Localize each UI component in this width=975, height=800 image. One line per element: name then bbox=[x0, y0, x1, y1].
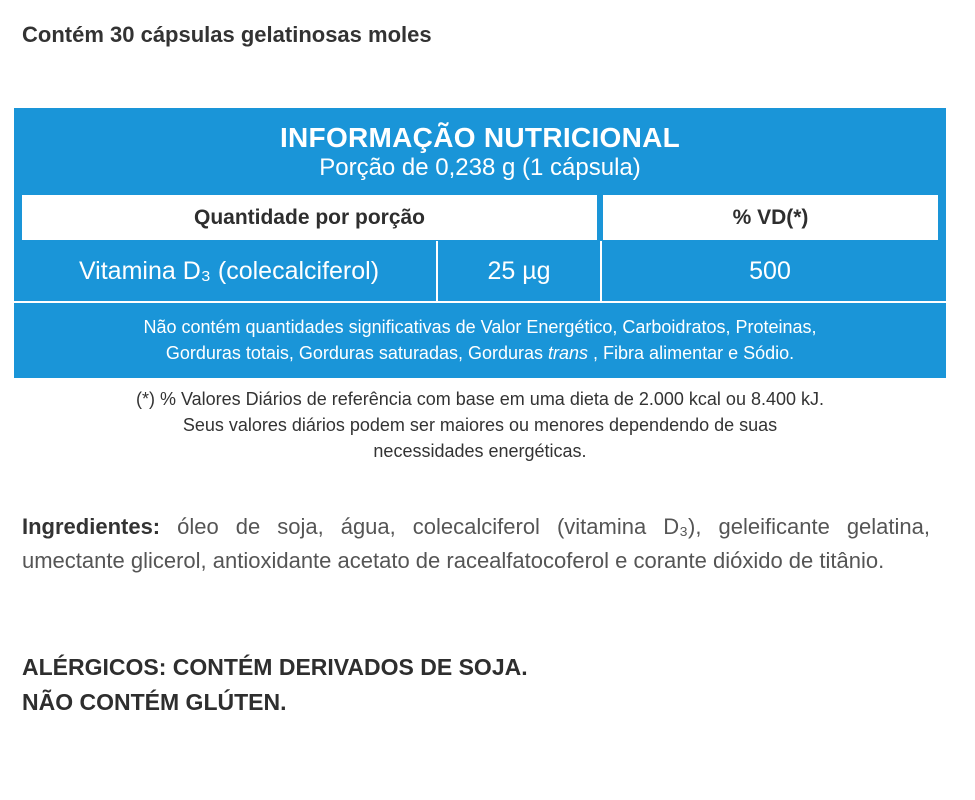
footnote-line-1: (*) % Valores Diários de referência com base em uma dieta de 2.000 kcal ou 8.400 kJ. bbox=[135, 389, 825, 409]
note-trans-word: trans bbox=[548, 343, 589, 363]
note-line-2-start: Gorduras totais, Gorduras saturadas, Gorduras bbox=[165, 343, 549, 363]
allergen-line-1: ALÉRGICOS: CONTÉM DERIVADOS DE SOJA. bbox=[22, 654, 528, 680]
not-significant-note bbox=[14, 314, 946, 366]
nutrient-amount: 25 µg bbox=[438, 241, 602, 301]
nutrient-name: Vitamina D₃ (colecalciferol) bbox=[22, 241, 438, 301]
footnote-line-2: Seus valores diários podem ser maiores ou menores dependendo de suas bbox=[182, 415, 778, 435]
note-line-2-end: , Fibra alimentar e Sódio. bbox=[588, 343, 795, 363]
note-line-1: Não contém quantidades significativas de Valor Energético, Carboidratos, Proteinas, bbox=[143, 317, 817, 337]
column-header-vd: % VD(*) bbox=[603, 195, 938, 240]
footnote-line-3: necessidades energéticas. bbox=[373, 441, 587, 461]
daily-value-footnote bbox=[0, 386, 960, 464]
allergen-line-2: NÃO CONTÉM GLÚTEN. bbox=[22, 689, 287, 715]
nutrition-facts-table bbox=[14, 108, 946, 378]
column-header-quantity: Quantidade por porção bbox=[22, 195, 597, 240]
nutrition-title: INFORMAÇÃO NUTRICIONAL bbox=[279, 122, 681, 153]
row-divider bbox=[14, 301, 946, 303]
ingredients-text: óleo de soja, água, colecalciferol (vitamina D₃), geleificante gelatina, umectante glicerol, antioxidante acetato de racealfatocoferol e corante dióxido de titânio. bbox=[22, 514, 930, 573]
note-line-2 bbox=[14, 340, 946, 366]
serving-size: Porção de 0,238 g (1 cápsula) bbox=[319, 154, 641, 181]
ingredients-label: Ingredientes: bbox=[22, 514, 161, 539]
allergen-warning bbox=[22, 650, 528, 720]
nutrient-daily-value: 500 bbox=[749, 256, 791, 285]
capsule-count-note: Contém 30 cápsulas gelatinosas moles bbox=[22, 22, 432, 47]
ingredients-paragraph bbox=[22, 510, 930, 578]
